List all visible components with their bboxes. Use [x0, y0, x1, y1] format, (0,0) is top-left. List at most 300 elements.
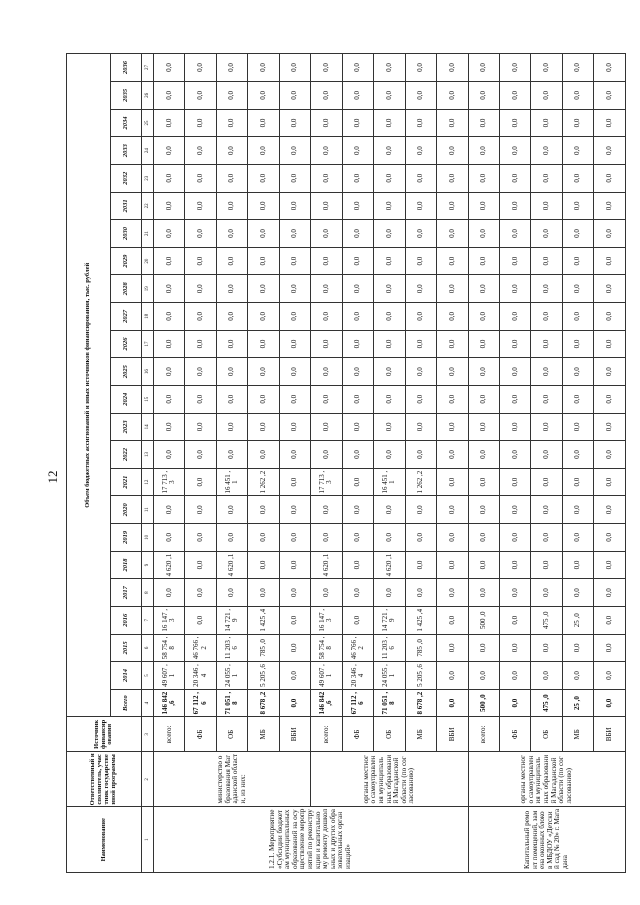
source-cell: ОБ	[374, 717, 405, 752]
column-number: 10	[142, 524, 154, 552]
column-number: 20	[142, 247, 154, 275]
value-cell: 0,0	[499, 606, 530, 634]
value-cell: 0,0	[562, 54, 593, 82]
table-row	[342, 54, 373, 873]
value-cell: 0,0	[279, 330, 310, 358]
value-cell: 0,0	[342, 137, 373, 165]
value-cell: 0,0	[342, 82, 373, 110]
value-cell: 0,0	[154, 54, 185, 82]
header-year-2023: 2023	[111, 413, 142, 441]
value-cell: 0,0	[594, 82, 626, 110]
value-cell: 0,0	[216, 496, 247, 524]
value-cell: 0,0	[468, 82, 499, 110]
value-cell: 0,0	[437, 496, 468, 524]
value-cell: 0,0	[594, 524, 626, 552]
value-cell: 0,0	[499, 247, 530, 275]
value-cell: 0,0	[154, 579, 185, 607]
header-year-2035: 2035	[111, 82, 142, 110]
value-cell: 0,0	[468, 54, 499, 82]
value-cell: 0,0	[279, 441, 310, 469]
value-cell: 0,0	[594, 441, 626, 469]
value-cell: 0,0	[248, 275, 279, 303]
value-cell: 0,0	[216, 524, 247, 552]
value-cell: 0,0	[185, 606, 216, 634]
value-cell: 0,0	[531, 54, 562, 82]
value-cell: 0,0	[499, 634, 530, 662]
value-cell: 0,0	[594, 109, 626, 137]
value-cell: 0,0	[594, 192, 626, 220]
header-year-2014: 2014	[111, 662, 142, 690]
value-cell: 0,0	[468, 413, 499, 441]
value-cell: 0,0	[594, 385, 626, 413]
value-cell: 0,0	[342, 358, 373, 386]
value-cell: 0,0	[499, 579, 530, 607]
header-year-2015: 2015	[111, 634, 142, 662]
value-cell: 0,0	[437, 303, 468, 331]
total-cell: 8 678 ,2	[405, 689, 436, 717]
column-number: 15	[142, 385, 154, 413]
value-cell: 0,0	[279, 413, 310, 441]
value-cell: 49 607 ,1	[154, 662, 185, 690]
column-number: 19	[142, 275, 154, 303]
value-cell: 0,0	[374, 247, 405, 275]
value-cell: 1 425 ,4	[405, 606, 436, 634]
value-cell: 0,0	[499, 330, 530, 358]
value-cell: 0,0	[154, 413, 185, 441]
value-cell: 0,0	[279, 275, 310, 303]
column-number: 26	[142, 82, 154, 110]
value-cell: 0,0	[499, 441, 530, 469]
value-cell: 0,0	[279, 524, 310, 552]
table-row	[405, 54, 436, 873]
value-cell: 0,0	[185, 303, 216, 331]
value-cell: 0,0	[311, 441, 342, 469]
value-cell: 1 262 ,2	[248, 468, 279, 496]
value-cell: 0,0	[342, 303, 373, 331]
value-cell: 0,0	[594, 303, 626, 331]
value-cell: 0,0	[531, 220, 562, 248]
value-cell: 24 055 ,1	[374, 662, 405, 690]
value-cell: 0,0	[216, 220, 247, 248]
table-row	[311, 54, 342, 873]
value-cell: 0,0	[279, 137, 310, 165]
value-cell: 11 203 ,6	[374, 634, 405, 662]
value-cell: 0,0	[562, 468, 593, 496]
total-cell: 0,0	[279, 689, 310, 717]
header-year-2018: 2018	[111, 551, 142, 579]
value-cell: 0,0	[279, 634, 310, 662]
source-cell: МБ	[248, 717, 279, 752]
value-cell: 0,0	[437, 606, 468, 634]
value-cell: 0,0	[279, 82, 310, 110]
value-cell: 0,0	[374, 109, 405, 137]
value-cell: 0,0	[468, 551, 499, 579]
value-cell: 0,0	[185, 54, 216, 82]
header-year-2036: 2036	[111, 54, 142, 82]
value-cell: 0,0	[499, 496, 530, 524]
value-cell: 0,0	[279, 220, 310, 248]
value-cell: 0,0	[279, 385, 310, 413]
value-cell: 0,0	[216, 303, 247, 331]
value-cell: 0,0	[594, 275, 626, 303]
value-cell: 5 205 ,6	[248, 662, 279, 690]
value-cell: 0,0	[311, 220, 342, 248]
value-cell: 0,0	[185, 496, 216, 524]
value-cell: 785 ,0	[405, 634, 436, 662]
source-cell: всего:	[311, 717, 342, 752]
value-cell: 0,0	[374, 579, 405, 607]
value-cell: 0,0	[562, 634, 593, 662]
column-number: 11	[142, 496, 154, 524]
table-row	[216, 54, 247, 873]
value-cell: 0,0	[216, 164, 247, 192]
value-cell: 0,0	[468, 634, 499, 662]
value-cell: 0,0	[531, 192, 562, 220]
value-cell: 0,0	[279, 662, 310, 690]
value-cell: 0,0	[374, 54, 405, 82]
value-cell: 0,0	[437, 54, 468, 82]
header-year-2031: 2031	[111, 192, 142, 220]
value-cell: 1 425 ,4	[248, 606, 279, 634]
value-cell: 0,0	[311, 330, 342, 358]
value-cell: 0,0	[594, 247, 626, 275]
value-cell: 0,0	[499, 275, 530, 303]
value-cell: 14 721 ,9	[374, 606, 405, 634]
value-cell: 0,0	[468, 220, 499, 248]
value-cell: 0,0	[216, 413, 247, 441]
value-cell: 0,0	[311, 524, 342, 552]
table-row	[154, 54, 185, 873]
value-cell: 0,0	[374, 164, 405, 192]
value-cell: 0,0	[154, 192, 185, 220]
header-year-2022: 2022	[111, 441, 142, 469]
value-cell: 0,0	[499, 137, 530, 165]
value-cell: 0,0	[562, 137, 593, 165]
source-cell: ВБИ	[279, 717, 310, 752]
value-cell: 0,0	[216, 54, 247, 82]
table-row	[374, 54, 405, 873]
value-cell: 0,0	[185, 82, 216, 110]
value-cell: 58 754 ,8	[154, 634, 185, 662]
total-cell: 67 112 ,6	[342, 689, 373, 717]
value-cell: 0,0	[405, 137, 436, 165]
value-cell: 0,0	[499, 358, 530, 386]
value-cell: 0,0	[437, 164, 468, 192]
column-number: 13	[142, 441, 154, 469]
header-year-2028: 2028	[111, 275, 142, 303]
value-cell: 0,0	[437, 524, 468, 552]
value-cell: 0,0	[405, 303, 436, 331]
value-cell: 0,0	[374, 358, 405, 386]
value-cell: 0,0	[594, 137, 626, 165]
value-cell: 0,0	[562, 413, 593, 441]
value-cell: 0,0	[248, 358, 279, 386]
source-cell: всего:	[154, 717, 185, 752]
value-cell: 0,0	[248, 579, 279, 607]
value-cell: 0,0	[374, 137, 405, 165]
value-cell: 0,0	[216, 82, 247, 110]
value-cell: 0,0	[279, 468, 310, 496]
value-cell: 0,0	[531, 468, 562, 496]
value-cell: 0,0	[216, 579, 247, 607]
value-cell: 0,0	[405, 275, 436, 303]
value-cell: 0,0	[374, 275, 405, 303]
value-cell: 0,0	[594, 579, 626, 607]
value-cell: 0,0	[468, 330, 499, 358]
value-cell: 0,0	[531, 551, 562, 579]
table-row	[468, 54, 499, 873]
executor-local-gov: органы местного самоуправления муниципальных образований Магаданской области (по согласованию)	[311, 752, 468, 807]
value-cell: 0,0	[216, 441, 247, 469]
value-cell: 0,0	[562, 303, 593, 331]
value-cell: 0,0	[374, 413, 405, 441]
source-cell: всего:	[468, 717, 499, 752]
value-cell: 0,0	[342, 551, 373, 579]
source-cell: ФБ	[342, 717, 373, 752]
value-cell: 0,0	[248, 330, 279, 358]
rotated-table-wrapper	[66, 53, 626, 873]
value-cell: 0,0	[437, 109, 468, 137]
value-cell: 0,0	[185, 358, 216, 386]
value-cell: 0,0	[311, 358, 342, 386]
value-cell: 0,0	[185, 385, 216, 413]
value-cell: 0,0	[499, 385, 530, 413]
value-cell: 0,0	[342, 496, 373, 524]
value-cell: 0,0	[531, 164, 562, 192]
value-cell: 0,0	[342, 220, 373, 248]
value-cell: 0,0	[594, 468, 626, 496]
value-cell: 0,0	[562, 275, 593, 303]
value-cell: 0,0	[279, 109, 310, 137]
value-cell: 0,0	[499, 82, 530, 110]
value-cell: 0,0	[499, 164, 530, 192]
header-name: Наименование	[67, 807, 142, 873]
value-cell: 0,0	[594, 330, 626, 358]
value-cell: 0,0	[468, 496, 499, 524]
total-cell: 0,0	[499, 689, 530, 717]
value-cell: 4 620 ,1	[311, 551, 342, 579]
value-cell: 0,0	[342, 441, 373, 469]
value-cell: 0,0	[185, 109, 216, 137]
value-cell: 0,0	[154, 220, 185, 248]
value-cell: 785 ,0	[248, 634, 279, 662]
value-cell: 0,0	[468, 303, 499, 331]
value-cell: 0,0	[279, 496, 310, 524]
value-cell: 0,0	[311, 247, 342, 275]
source-cell: ОБ	[531, 717, 562, 752]
value-cell: 0,0	[216, 109, 247, 137]
value-cell: 25 ,0	[562, 606, 593, 634]
value-cell: 46 766 ,2	[185, 634, 216, 662]
value-cell: 0,0	[248, 441, 279, 469]
value-cell: 0,0	[154, 524, 185, 552]
value-cell: 0,0	[562, 551, 593, 579]
value-cell: 0,0	[594, 551, 626, 579]
value-cell: 0,0	[374, 192, 405, 220]
value-cell: 0,0	[562, 109, 593, 137]
value-cell: 17 713 ,3	[154, 468, 185, 496]
source-cell: ФБ	[499, 717, 530, 752]
value-cell: 0,0	[437, 137, 468, 165]
value-cell: 0,0	[468, 164, 499, 192]
value-cell: 0,0	[248, 54, 279, 82]
column-number: 5	[142, 662, 154, 690]
value-cell: 0,0	[562, 579, 593, 607]
total-cell: 67 112 ,6	[185, 689, 216, 717]
value-cell: 0,0	[437, 220, 468, 248]
value-cell: 0,0	[311, 413, 342, 441]
value-cell: 0,0	[216, 358, 247, 386]
value-cell: 0,0	[185, 524, 216, 552]
value-cell: 0,0	[248, 524, 279, 552]
value-cell: 20 346 ,4	[185, 662, 216, 690]
value-cell: 0,0	[405, 330, 436, 358]
value-cell: 0,0	[311, 579, 342, 607]
column-number: 18	[142, 303, 154, 331]
executor-local-gov-2: органы местного самоуправления муниципальных образований Магаданской области (по согласованию)	[468, 752, 625, 807]
value-cell: 0,0	[531, 441, 562, 469]
value-cell: 0,0	[405, 358, 436, 386]
value-cell: 0,0	[311, 385, 342, 413]
value-cell: 0,0	[468, 192, 499, 220]
value-cell: 0,0	[499, 220, 530, 248]
value-cell: 46 766 ,2	[342, 634, 373, 662]
column-number: 17	[142, 330, 154, 358]
value-cell: 0,0	[374, 220, 405, 248]
value-cell: 0,0	[437, 82, 468, 110]
value-cell: 0,0	[154, 247, 185, 275]
header-year-2024: 2024	[111, 385, 142, 413]
value-cell: 0,0	[311, 496, 342, 524]
value-cell: 0,0	[311, 303, 342, 331]
value-cell: 0,0	[248, 303, 279, 331]
value-cell: 0,0	[531, 662, 562, 690]
value-cell: 4 620 ,1	[374, 551, 405, 579]
value-cell: 0,0	[374, 303, 405, 331]
total-cell: 8 678 ,2	[248, 689, 279, 717]
value-cell: 0,0	[311, 164, 342, 192]
header-year-2029: 2029	[111, 247, 142, 275]
header-year-2026: 2026	[111, 330, 142, 358]
value-cell: 0,0	[468, 468, 499, 496]
value-cell: 0,0	[342, 275, 373, 303]
value-cell: 0,0	[342, 468, 373, 496]
column-number: 8	[142, 579, 154, 607]
value-cell: 0,0	[405, 579, 436, 607]
value-cell: 0,0	[279, 192, 310, 220]
column-number: 3	[142, 717, 154, 752]
value-cell: 0,0	[279, 606, 310, 634]
column-number-row	[142, 54, 154, 873]
value-cell: 0,0	[405, 441, 436, 469]
header-year-2027: 2027	[111, 303, 142, 331]
value-cell: 16 147 ,3	[154, 606, 185, 634]
header-year-2030: 2030	[111, 220, 142, 248]
value-cell: 0,0	[405, 54, 436, 82]
value-cell: 11 203 ,6	[216, 634, 247, 662]
value-cell: 0,0	[437, 468, 468, 496]
value-cell: 0,0	[342, 247, 373, 275]
value-cell: 0,0	[437, 330, 468, 358]
value-cell: 0,0	[216, 137, 247, 165]
value-cell: 0,0	[311, 192, 342, 220]
value-cell: 0,0	[468, 524, 499, 552]
value-cell: 0,0	[562, 524, 593, 552]
value-cell: 0,0	[311, 109, 342, 137]
value-cell: 49 607 ,1	[311, 662, 342, 690]
value-cell: 0,0	[185, 275, 216, 303]
value-cell: 0,0	[311, 54, 342, 82]
value-cell: 0,0	[185, 137, 216, 165]
value-cell: 16 451 ,1	[374, 468, 405, 496]
table-row	[279, 54, 310, 873]
value-cell: 0,0	[405, 82, 436, 110]
value-cell: 0,0	[342, 109, 373, 137]
header-year-2020: 2020	[111, 496, 142, 524]
value-cell: 0,0	[248, 496, 279, 524]
header-year-2033: 2033	[111, 137, 142, 165]
value-cell: 0,0	[248, 109, 279, 137]
value-cell: 0,0	[154, 164, 185, 192]
value-cell: 0,0	[374, 496, 405, 524]
table-row	[562, 54, 593, 873]
executor-ministry: министерство образования Магаданской области, из них:	[154, 752, 311, 807]
value-cell: 0,0	[185, 441, 216, 469]
value-cell: 0,0	[185, 220, 216, 248]
value-cell: 0,0	[405, 551, 436, 579]
value-cell: 0,0	[437, 192, 468, 220]
value-cell: 0,0	[437, 579, 468, 607]
value-cell: 0,0	[185, 164, 216, 192]
value-cell: 0,0	[531, 496, 562, 524]
column-number: 27	[142, 54, 154, 82]
value-cell: 0,0	[311, 275, 342, 303]
value-cell: 0,0	[185, 551, 216, 579]
value-cell: 0,0	[279, 247, 310, 275]
value-cell: 0,0	[468, 662, 499, 690]
value-cell: 0,0	[468, 137, 499, 165]
value-cell: 0,0	[499, 468, 530, 496]
value-cell: 0,0	[185, 579, 216, 607]
value-cell: 0,0	[437, 385, 468, 413]
header-total: Всего	[111, 689, 142, 717]
value-cell: 58 754 ,8	[311, 634, 342, 662]
value-cell: 0,0	[499, 551, 530, 579]
header-source: Источник финансирования	[67, 717, 142, 752]
value-cell: 0,0	[342, 579, 373, 607]
value-cell: 0,0	[531, 247, 562, 275]
value-cell: 0,0	[248, 137, 279, 165]
value-cell: 0,0	[374, 82, 405, 110]
source-cell: МБ	[405, 717, 436, 752]
value-cell: 0,0	[248, 164, 279, 192]
value-cell: 0,0	[594, 496, 626, 524]
column-number: 24	[142, 137, 154, 165]
value-cell: 0,0	[405, 220, 436, 248]
value-cell: 0,0	[185, 247, 216, 275]
value-cell: 0,0	[531, 109, 562, 137]
value-cell: 0,0	[531, 358, 562, 386]
total-cell: 146 842 ,6	[154, 689, 185, 717]
header-executor: Ответственный исполнитель, участник государственной программы	[67, 752, 142, 807]
value-cell: 0,0	[562, 192, 593, 220]
header-volume: Объем бюджетных ассигнований и иных источников финансирования, тыс. рублей	[67, 54, 111, 717]
value-cell: 0,0	[279, 579, 310, 607]
measure-name-1-2-1: 1.2.1. Мероприятие «Субсидии бюджетам муниципальных образований на осуществление мероприятий по реконструкции и капитальному ремонту дошкольных и других образовательных организаций»	[154, 807, 469, 873]
value-cell: 0,0	[154, 330, 185, 358]
value-cell: 0,0	[531, 275, 562, 303]
value-cell: 500 ,0	[468, 606, 499, 634]
